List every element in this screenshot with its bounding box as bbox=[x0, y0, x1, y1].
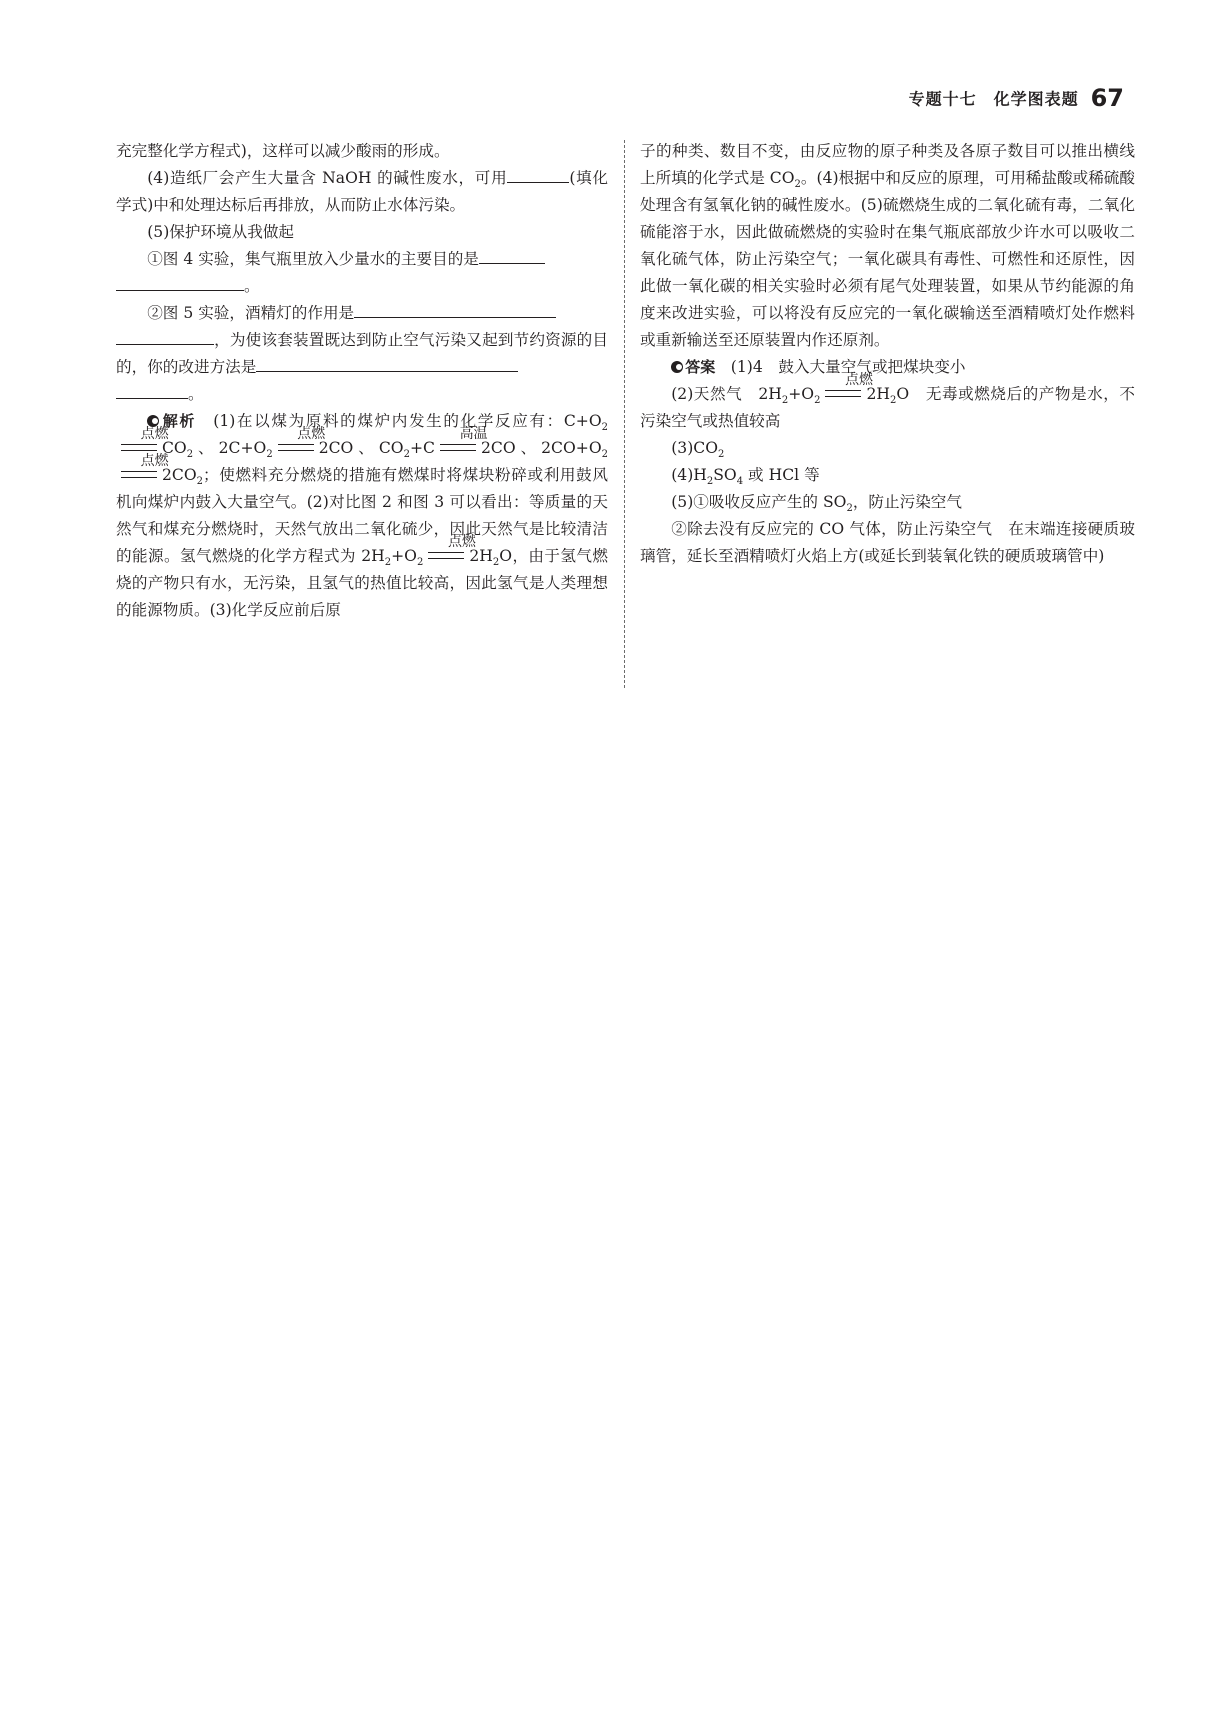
text: 子的种类、数目不变，由反应物的原子种类及各原子数目可以推出横线上所填的化学式是 CO bbox=[640, 142, 1135, 187]
analysis-continued: 子的种类、数目不变，由反应物的原子种类及各原子数目可以推出横线上所填的化学式是 $CO_2$。(4)根据中和反应的原理，可用稀盐酸或稀硫酸处理含有氢氧化钠的碱性废水。(5)硫燃烧生成的二氧化硫有毒，二氧化硫能溶于水，因此做硫燃烧的实验时在集气瓶底部放少许水可以吸收二氧化硫气体，防止污染空气；一氧化碳具有毒性、可燃性和还原性，因此做一氧化碳的相关实验时必须有尾气处理装置，如果从节约能源的角度来改进实验，可以将没有反应完的一氧化碳输送至酒精喷灯处作燃料或重新输送至还原装置内作还原剂。 bbox=[640, 142, 1135, 349]
equation-term: 2CO bbox=[318, 439, 354, 457]
analysis-paragraph: 解析 (1)在以煤为原料的煤炉内发生的化学反应有：$C+O_2$ 点燃 $CO_2$、$2C+O_2$ 点燃 2CO、$CO_2+C$ 高温 2CO、$2CO+O_2$ 点燃 $2CO_2$；使燃料充分燃烧的措施有燃煤时将煤块粉碎或利用鼓风机向煤炉内鼓入大量空气。(2)对比图 2 和图 3 可以看出：等质量的天然气和煤充分燃烧时，天然气放出二氧化硫少，因此天然气是比较清洁的能源。氢气燃烧的化学方程式为 $2H_2+O_2$ 点燃 $2H_2O$，由于氢气燃烧的产物只有水，无污染，且氢气的热值比较高，因此氢气是人类理想的能源物质。(3)化学反应前后原 bbox=[116, 412, 608, 619]
equation-term: 2H bbox=[866, 385, 890, 403]
text: 资源的目的，你的改进方法是 bbox=[116, 331, 608, 376]
text: (1)4 鼓入大量空气或把煤块变小 bbox=[715, 358, 966, 376]
text: (4)造纸厂会产生大量含 NaOH 的碱性废水，可用 bbox=[147, 169, 508, 187]
equation-term: 2H bbox=[469, 547, 493, 565]
text: 。(4)根据中和反应的原理，可用稀盐酸或稀硫酸处理含有氢氧化钠的碱性废水。(5)硫燃烧生成的二氧化硫有毒，二氧化硫能溶于水，因此做硫燃烧的实验时在集气瓶底部放少许水可以吸收二氧化硫气体，防止污染空气；一氧化碳具有毒性、可燃性和还原性，因此做一氧化碳的相关实验时必须有尾气处理装置，如果从节约能源的角度来改进实验，可以将没有反应完的一氧化碳输送至酒精喷灯处作燃料或重新输送至还原装置内作还原剂。 bbox=[640, 169, 1135, 349]
answer-1 bbox=[640, 354, 1135, 381]
answer-5-2 bbox=[640, 516, 1135, 570]
page-number: 67 bbox=[1090, 84, 1124, 112]
answer-blank bbox=[354, 300, 556, 318]
answer-2: (2)天然气 $2H_2+O_2$ 点燃 $2H_2O$ 无毒或燃烧后的产物是水，不污染空气或热值较高 bbox=[640, 372, 1135, 430]
equation-term: 、CO bbox=[353, 439, 404, 457]
equation-term: O bbox=[499, 547, 513, 565]
answer-blank bbox=[256, 354, 518, 372]
text: 或 HCl 等 bbox=[743, 466, 820, 484]
text: (4)H bbox=[671, 466, 707, 484]
text: (填化学式)中和处理达标后再排放，从而防止水体污染。 bbox=[116, 169, 608, 214]
answer-blank bbox=[479, 246, 545, 264]
equation-term: O bbox=[896, 385, 910, 403]
question-5-1 bbox=[116, 246, 608, 300]
equation-term: +O bbox=[788, 385, 815, 403]
text: 无毒或燃烧后的产物是水，不污染空气或热值较高 bbox=[640, 385, 1135, 430]
column-divider bbox=[624, 140, 625, 688]
answer-blank bbox=[507, 165, 569, 183]
text: 。 bbox=[244, 277, 260, 295]
question-4 bbox=[116, 165, 608, 219]
right-column bbox=[640, 138, 1135, 570]
text: (5)保护环境从我做起 bbox=[147, 223, 295, 241]
text: 。 bbox=[188, 385, 204, 403]
reaction-arrow: 点燃 bbox=[825, 389, 861, 399]
equation-term: +C bbox=[409, 439, 435, 457]
text: (3)CO bbox=[671, 439, 718, 457]
equation-term: +O bbox=[391, 547, 417, 565]
text: ，为使该套装置既达到防止空气污染又起到节约 bbox=[214, 331, 546, 349]
left-column bbox=[116, 138, 608, 624]
answer-blank bbox=[116, 327, 214, 345]
equation-term: C+O bbox=[563, 412, 602, 430]
text: 充完整化学方程式)，这样可以减少酸雨的形成。 bbox=[116, 142, 450, 160]
text: (1)在以煤为原料的煤炉内发生的化学反应有： bbox=[196, 412, 564, 430]
text: ，由于氢气燃烧的产物只有水，无污染，且氢气的热值比较高，因此氢气是人类理想的能源物质。(3)化学反应前后原 bbox=[116, 547, 608, 619]
reaction-arrow: 高温 bbox=[440, 443, 476, 453]
text: ，防止污染空气 bbox=[852, 493, 962, 511]
analysis-label: 解析 bbox=[147, 412, 196, 430]
text: (2)天然气 2H bbox=[671, 385, 782, 403]
text: ②图 5 实验，酒精灯的作用是 bbox=[147, 304, 355, 322]
text: ①图 4 实验，集气瓶里放入少量水的主要目的是 bbox=[147, 250, 479, 268]
answer-label: 答案 bbox=[671, 358, 715, 376]
equation-term: CO bbox=[162, 439, 187, 457]
answer-4: $(4)H_2SO_4$ 或 HCl 等 bbox=[671, 466, 820, 488]
answer-5-1: (5)①吸收反应产生的 $SO_2$，防止污染空气 bbox=[671, 493, 962, 515]
reaction-arrow: 点燃 bbox=[121, 443, 157, 453]
text: (5)①吸收反应产生的 SO bbox=[671, 493, 847, 511]
answer-blank bbox=[116, 273, 244, 291]
text: 鼓风机向煤炉内鼓入大量空气。(2)对比图 2 和图 3 可以看出：等质量的天然气和煤充分燃烧时，天然气放出二氧化硫少，因此天然气是比较清洁的能源。氢气燃烧的化学方程式为 2H bbox=[116, 466, 608, 565]
answer-blank bbox=[116, 381, 188, 399]
equation-term: 2CO bbox=[480, 439, 516, 457]
text: SO bbox=[713, 466, 737, 484]
question-5-2 bbox=[116, 300, 608, 408]
answer-3: $(3)CO_2$ bbox=[671, 439, 725, 461]
question-5 bbox=[116, 219, 608, 246]
paragraph bbox=[116, 138, 608, 165]
text: ②除去没有反应完的 CO 气体，防止污染空气 在末端连接硬质玻璃管，延长至酒精喷灯火焰上方(或延长到装氧化铁的硬质玻璃管中) bbox=[640, 520, 1135, 565]
equation-term: 、2C+O bbox=[193, 439, 267, 457]
header-title: 专题十七 化学图表题 bbox=[908, 89, 1079, 109]
page-header bbox=[909, 84, 1124, 112]
reaction-arrow: 点燃 bbox=[278, 443, 314, 453]
text: ；使燃料充分燃烧的措施有燃煤时将煤块粉碎或利用 bbox=[203, 466, 577, 484]
equation-term: 2CO bbox=[162, 466, 197, 484]
bullet-icon bbox=[671, 361, 683, 373]
reaction-arrow: 点燃 bbox=[428, 551, 464, 561]
equation-term: 、2CO+O bbox=[515, 439, 602, 457]
reaction-arrow: 点燃 bbox=[121, 470, 157, 480]
